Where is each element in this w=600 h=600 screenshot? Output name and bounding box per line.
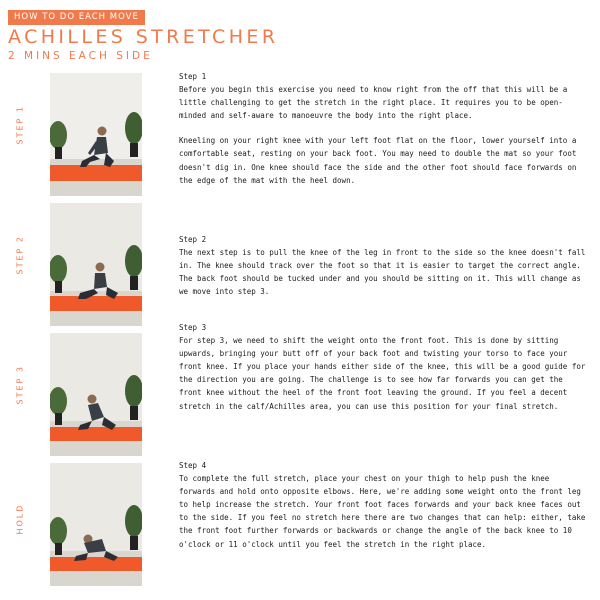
step-heading: Step 3 bbox=[179, 323, 207, 332]
step-heading: Step 2 bbox=[179, 235, 207, 244]
page-subtitle: 2 MINS EACH SIDE bbox=[8, 50, 153, 62]
side-label-step-1: STEP 1 bbox=[15, 105, 25, 145]
side-label-step-3: STEP 3 bbox=[15, 365, 25, 405]
step-3-text bbox=[179, 321, 589, 413]
step-heading: Step 4 bbox=[179, 461, 207, 470]
step-paragraph: The next step is to pull the knee of the leg in front to the side so the knee doesn't fall in. The knee should track over the foot so that it is easier to target the correct angle. The back foot should be tucked under and you should be sitting on it. This will change as we move into step 3. bbox=[179, 248, 586, 297]
hold-photo bbox=[50, 463, 142, 586]
step-1-photo bbox=[50, 73, 142, 196]
page-title: ACHILLES STRETCHER bbox=[8, 26, 279, 48]
step-4-text bbox=[179, 459, 589, 551]
step-paragraph: Before you begin this exercise you need to know right from the off that this will be a little challenging to get the stretch in the right place. It requires you to be open-minded and self-aware to manoeuvre the body into the right place. bbox=[179, 85, 568, 121]
step-2-photo bbox=[50, 203, 142, 326]
step-1-text bbox=[179, 70, 589, 187]
step-2-text bbox=[179, 233, 589, 298]
step-paragraph: To complete the full stretch, place your chest on your thigh to help push the knee forwards and hold onto opposite elbows. Here, we're adding some weight onto the front leg to help increase the stretch. Your front foot faces forwards and your back knee faces out to the side. If you feel no stretch here there are two changes that can help: either, take the front foot further forwards or backwards or change the angle of the back knee to 10 o'clock or 11 o'clock until you feel the stretch in the right place. bbox=[179, 474, 586, 549]
side-label-hold: HOLD bbox=[15, 503, 25, 535]
side-label-step-2: STEP 2 bbox=[15, 235, 25, 275]
step-paragraph: For step 3, we need to shift the weight onto the front foot. This is done by sitting upwards, bringing your butt off of your back foot and twisting your torso to face your front knee. If you place your hands either side of the knee, this will be a good guide for the direction you are going. The challenge is to see how far forwards you can get the front knee without the heel of the front foot leaving the ground. If you feel a decent stretch in the calf/Achilles area, you can use this position for your final stretch. bbox=[179, 336, 586, 411]
step-heading: Step 1 bbox=[179, 72, 207, 81]
step-paragraph: Kneeling on your right knee with your left foot flat on the floor, lower yourself into a comfortable seat, resting on your back foot. You may need to double the mat so your foot doesn't dig in. One knee should face the side and the other foot should face forwards on the edge of the mat with the heel down. bbox=[179, 136, 577, 185]
section-badge: HOW TO DO EACH MOVE bbox=[8, 10, 145, 25]
step-3-photo bbox=[50, 333, 142, 456]
